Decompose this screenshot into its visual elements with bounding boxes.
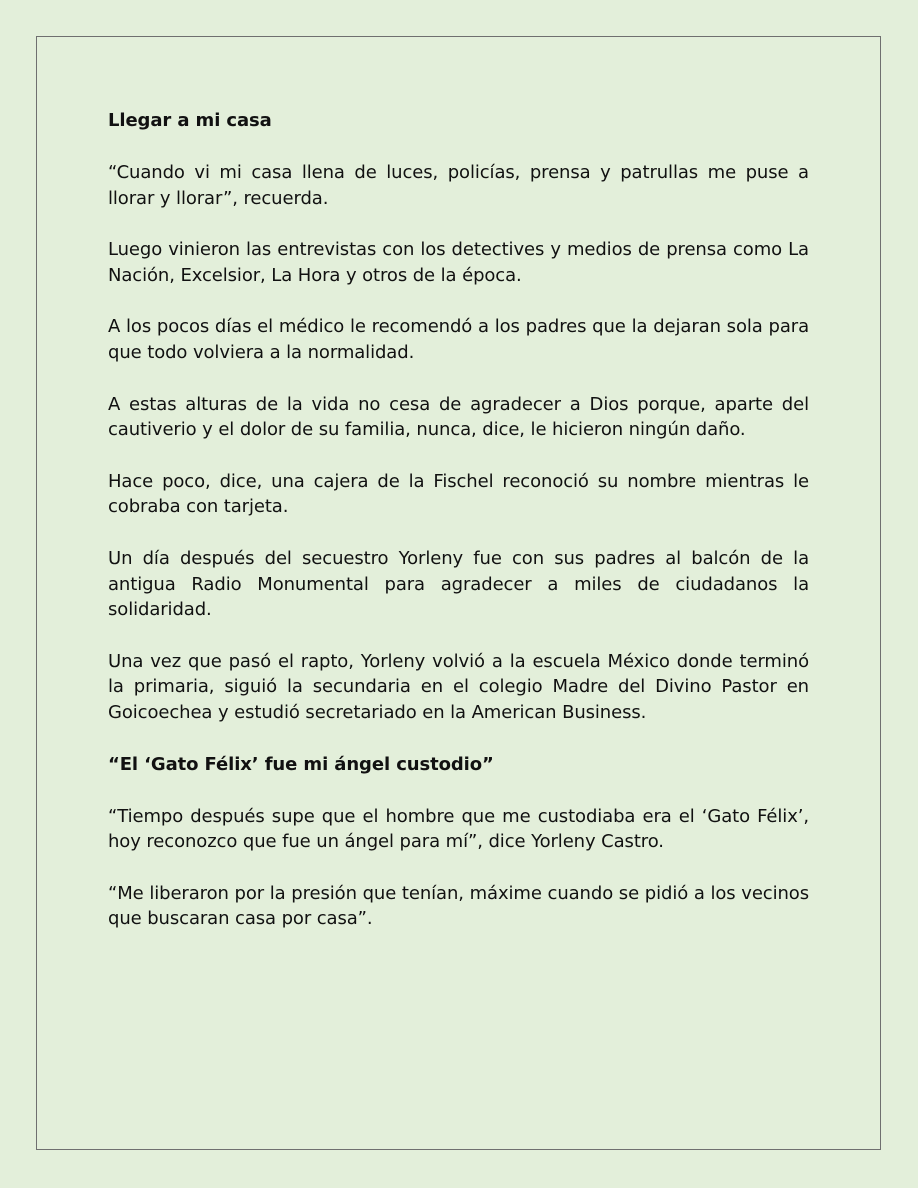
paragraph-7: Una vez que pasó el rapto, Yorleny volvió a la escuela México donde terminó la primaria, siguió la secundaria en el colegio Madre del Divino Pastor en Goicoechea y estudió secretariado en la American Business. (108, 650, 809, 723)
paragraph-1: “Cuando vi mi casa llena de luces, policías, prensa y patrullas me puse a llorar y llorar”, recuerda. (108, 162, 809, 209)
paragraph-5: Hace poco, dice, una cajera de la Fischel reconoció su nombre mientras le cobraba con tarjeta. (108, 470, 809, 518)
paragraph-8: “Tiempo después supe que el hombre que me custodiaba era el ‘Gato Félix’, hoy reconozco que fue un ángel para mí”, dice Yorleny Castro. (108, 805, 809, 853)
section-heading-llegar: Llegar a mi casa (108, 110, 272, 131)
paragraph-2: Luego vinieron las entrevistas con los detectives y medios de prensa como La Nación, Excelsior, La Hora y otros de la época. (108, 239, 809, 286)
paragraph-3: A los pocos días el médico le recomendó a los padres que la dejaran sola para que todo volviera a la normalidad. (108, 316, 809, 363)
paragraph-6: Un día después del secuestro Yorleny fue con sus padres al balcón de la antigua Radio Monumental para agradecer a miles de ciudadanos la solidaridad. (108, 547, 809, 621)
document-body (108, 108, 809, 958)
paragraph-4: A estas alturas de la vida no cesa de agradecer a Dios porque, aparte del cautiverio y el dolor de su familia, nunca, dice, le hicieron ningún daño. (108, 393, 809, 441)
section-heading-gato-felix: “El ‘Gato Félix’ fue mi ángel custodio” (108, 753, 494, 775)
paragraph-9: “Me liberaron por la presión que tenían, máxime cuando se pidió a los vecinos que buscaran casa por casa”. (108, 882, 809, 930)
